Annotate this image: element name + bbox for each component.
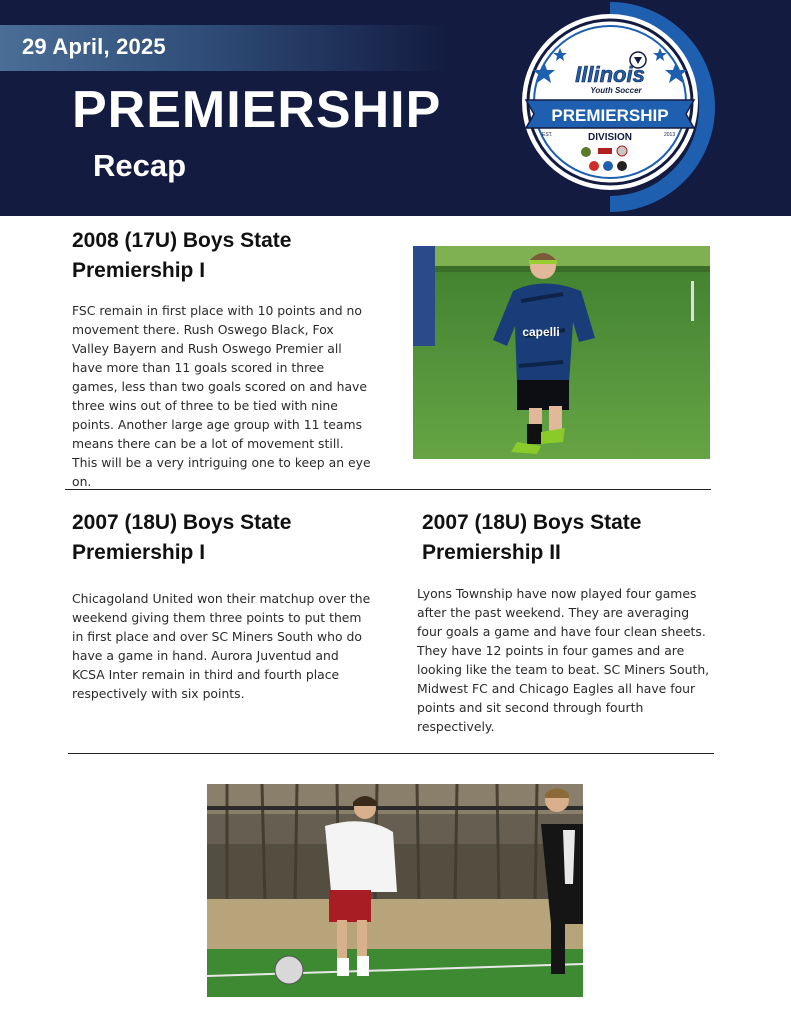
section-3-heading xyxy=(422,508,641,568)
publication-date: 29 April, 2025 xyxy=(22,34,166,59)
section-3-body: Lyons Township have now played four games after the past weekend. They are averaging four goals a game and have four clean sheets. They have 12 points in four games and are looking like the team to beat. SC Miners South, Midwest FC and Chicago Eagles all have four points and sit second through fourth respectively. xyxy=(417,586,710,734)
section-1-heading-line2: Premiership I xyxy=(72,259,206,282)
section-divider-2 xyxy=(68,753,714,754)
photo-players-fence-image xyxy=(207,784,583,997)
page-subtitle: Recap xyxy=(93,148,187,183)
logo-est-year: 2013 xyxy=(664,132,676,138)
photo-player-blue-jersey-image xyxy=(413,246,710,459)
section-1-body: FSC remain in first place with 10 points and no movement there. Rush Oswego Black, Fox Valley Bayern and Rush Oswego Premier all have more than 11 goals scored in three games, less than two goals scored on and have three wins out of three to be tied with nine points. Another large age group with 11 teams means there can be a lot of movement still. This will be a very intriguing one to keep an eye on. xyxy=(72,303,371,489)
section-divider-1 xyxy=(65,489,711,490)
photo-players-fence xyxy=(207,784,583,997)
logo-est-label: EST. xyxy=(542,132,553,138)
logo-division-label: DIVISION xyxy=(588,132,632,143)
section-1-heading xyxy=(72,226,291,286)
section-2-heading-line2: Premiership I xyxy=(72,541,206,564)
header-banner xyxy=(0,0,791,216)
premiership-logo xyxy=(512,0,722,216)
photo1-jersey-text: capelli xyxy=(522,325,560,339)
photo-player-blue-jersey xyxy=(413,246,710,459)
section-2-body: Chicagoland United won their matchup over the weekend giving them three points to put them in first place and over SC Miners South who do have a game in hand. Aurora Juventud and KCSA Inter remain in third and fourth place respectively with six points. xyxy=(72,591,371,701)
logo-tagline: Youth Soccer xyxy=(590,86,642,95)
section-2-heading-line1: 2007 (18U) Boys State xyxy=(72,511,292,534)
logo-banner-text: PREMIERSHIP xyxy=(551,106,669,125)
page-title: PREMIERSHIP xyxy=(72,81,442,139)
logo-wordmark: Illinois xyxy=(575,62,645,87)
section-1-heading-line1: 2008 (17U) Boys State xyxy=(72,229,292,252)
section-2-heading xyxy=(72,508,291,568)
section-3-heading-line2: Premiership II xyxy=(422,541,561,564)
section-3-heading-line1: 2007 (18U) Boys State xyxy=(422,511,642,534)
